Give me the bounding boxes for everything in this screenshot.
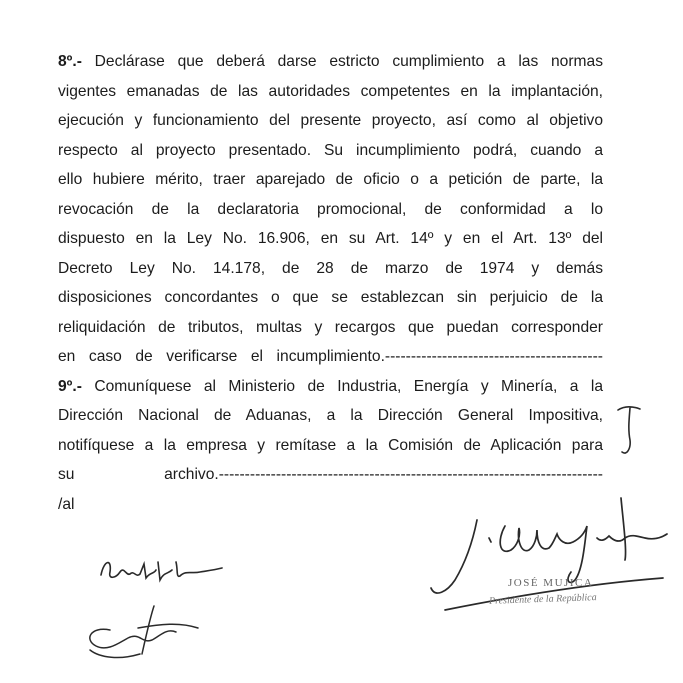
articulo-8-line-2: vigentes emanadas de las autoridades competentes en la implantación, — [58, 82, 603, 100]
articulo-8-line-9: disposiciones concordantes o que se establezcan sin perjuicio de la — [58, 289, 603, 306]
articulo-8-line-6: revocación de la declaratoria promocional, de conformidad a lo — [58, 200, 603, 218]
margin-initial-mark — [614, 400, 644, 460]
document-body — [58, 47, 603, 519]
articulo-8-line-4: respecto al proyecto presentado. Su incumplimiento podrá, cuando a — [58, 141, 603, 159]
articulo-8-line-3: ejecución y funcionamiento del presente proyecto, así como al objetivo — [58, 112, 603, 129]
articulo-8-line-7: dispuesto en la Ley No. 16.906, en su Art. 14º y en el Art. 13º del — [58, 230, 603, 247]
articulo-8-line-1: 8º.- Declárase que deberá darse estricto cumplimiento a las normas — [58, 53, 603, 70]
articulo-8-line-5: ello hubiere mérito, traer aparejado de oficio o a petición de parte, la — [58, 171, 603, 188]
articulo-9-line-3: notifíquese a la empresa y remítase a la Comisión de Aplicación para — [58, 436, 603, 454]
articulo-9-line-2: Dirección Nacional de Aduanas, a la Dirección General Impositiva, — [58, 407, 603, 424]
initials: /al — [58, 495, 75, 513]
articulo-8-line-10: reliquidación de tributos, multas y recargos que puedan corresponder — [58, 318, 603, 336]
stamp-title: Presidente de la República — [488, 592, 597, 607]
left-signature-lower — [80, 588, 210, 663]
articulo-8-line-11: en caso de verificarse el incumplimiento.------------------------------------------ — [58, 348, 603, 365]
articulo-9-line-1: 9º.- Comuníquese al Ministerio de Industria, Energía y Minería, a la — [58, 377, 603, 395]
articulo-8-number: 8º.- — [58, 53, 82, 70]
articulo-8-line-8: Decreto Ley No. 14.178, de 28 de marzo de 1974 y demás — [58, 259, 603, 277]
articulo-9-line-4: su archivo.-------------------------------------------------------------------------- — [58, 466, 603, 483]
stamp-name: JOSÉ MUJICA — [508, 577, 594, 589]
articulo-9-number: 9º.- — [58, 377, 82, 395]
